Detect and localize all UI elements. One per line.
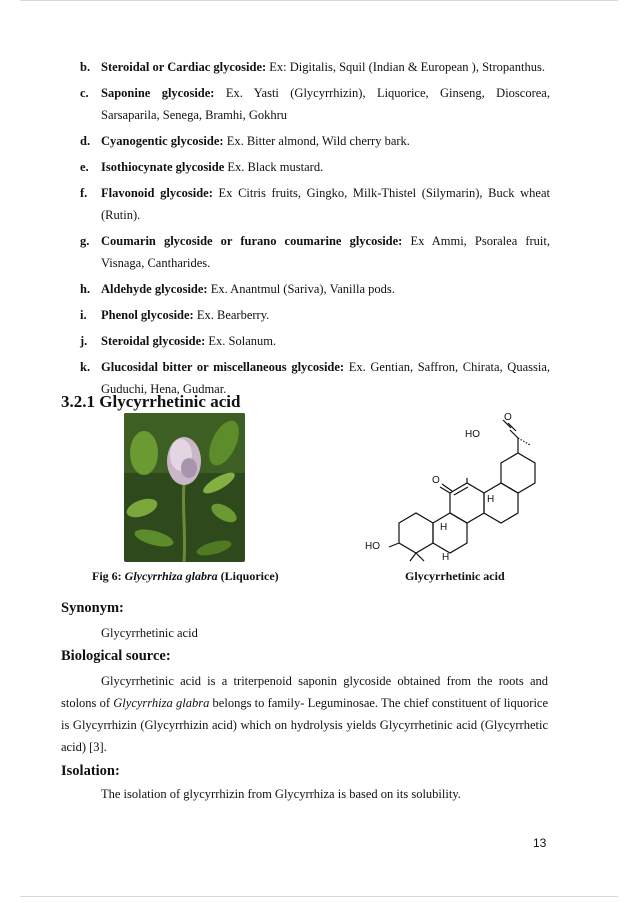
- biological-source-paragraph: Glycyrrhetinic acid is a triterpenoid saponin glycoside obtained from the roots and stolons of Glycyrrhiza glabra belongs to family- Leguminosae. The chief constituent of liquorice is Glycyrrhizin (Glycyrrhizin acid) which on hydrolysis yields Glycyrrhetinic acid (Glycyrrhetic acid) [3].: [61, 674, 549, 754]
- list-term: Flavonoid glycoside:: [101, 186, 213, 200]
- list-text: Ex. Yasti (Glycyrrhizin), Liquorice, Ginseng, Dioscorea, Sarsaparila, Senega, Bramhi, Gokhru: [101, 86, 550, 122]
- list-text: Ex. Bearberry.: [193, 308, 270, 322]
- list-text: Ex Ammi, Psoralea fruit, Visnaga, Cantharides.: [101, 234, 550, 270]
- list-text: Ex. Gentian, Saffron, Chirata, Quassia, Guduchi, Hena, Gudmar.: [101, 360, 550, 396]
- list-item: [80, 278, 550, 300]
- figure-caption: Fig 6: Glycyrrhiza glabra (Liquorice): [92, 569, 279, 583]
- list-term: Steroidal or Cardiac glycoside:: [101, 60, 267, 74]
- isolation-heading: Isolation:: [61, 763, 120, 779]
- list-item: [80, 330, 550, 352]
- list-term: Steroidal glycoside:: [101, 334, 206, 348]
- svg-text:O: O: [504, 412, 512, 423]
- svg-text:H: H: [440, 522, 448, 533]
- list-text: Ex. Anantmul (Sariva), Vanilla pods.: [207, 282, 395, 296]
- svg-text:O: O: [432, 475, 440, 486]
- list-term: Phenol glycoside:: [101, 308, 194, 322]
- atom-labels: [365, 412, 512, 563]
- page-top-rule: [20, 0, 618, 1]
- list-term: Saponine glycoside:: [101, 86, 215, 100]
- list-item: [80, 182, 550, 226]
- caption-species: Glycyrrhiza glabra: [124, 569, 218, 583]
- synonym-text: Glycyrrhetinic acid: [101, 626, 198, 640]
- glycoside-list: [80, 56, 550, 404]
- list-marker: e.: [80, 160, 89, 174]
- list-term: Cyanogentic glycoside:: [101, 134, 224, 148]
- list-marker: f.: [80, 186, 88, 200]
- isolation-text: The isolation of glycyrrhizin from Glycyrrhiza is based on its solubility.: [101, 787, 461, 801]
- list-marker: b.: [80, 60, 91, 74]
- svg-text:H: H: [442, 552, 450, 563]
- list-term: Coumarin glycoside or furano coumarine glycoside:: [101, 234, 403, 248]
- list-item: [80, 130, 550, 152]
- list-item: [80, 82, 550, 126]
- list-marker: j.: [80, 334, 88, 348]
- list-marker: i.: [80, 308, 87, 322]
- list-text: Ex. Black mustard.: [224, 160, 324, 174]
- liquorice-plant-photo: [124, 413, 245, 562]
- ring-bonds: [389, 420, 535, 561]
- svg-text:HO: HO: [365, 541, 380, 552]
- synonym-heading: Synonym:: [61, 600, 124, 616]
- list-term: Aldehyde glycoside:: [101, 282, 208, 296]
- list-marker: g.: [80, 234, 90, 248]
- svg-text:HO: HO: [465, 429, 480, 440]
- list-text: Ex Citris fruits, Gingko, Milk-Thistel (Silymarin), Buck wheat (Rutin).: [101, 186, 550, 222]
- page-bottom-rule: [20, 896, 618, 897]
- list-marker: d.: [80, 134, 91, 148]
- biological-source-heading: Biological source:: [61, 648, 171, 664]
- list-text: Ex: Digitalis, Squil (Indian & European ), Stropanthus.: [266, 60, 545, 74]
- list-text: Ex. Bitter almond, Wild cherry bark.: [223, 134, 410, 148]
- list-item: [80, 156, 550, 178]
- structure-caption: Glycyrrhetinic acid: [405, 569, 505, 583]
- list-text: Ex. Solanum.: [205, 334, 277, 348]
- species-name: Glycyrrhiza glabra: [113, 696, 210, 710]
- section-heading: 3.2.1 Glycyrrhetinic acid: [61, 392, 241, 411]
- list-marker: c.: [80, 86, 89, 100]
- page-number: 13: [533, 836, 547, 850]
- list-item: [80, 56, 550, 78]
- list-item: [80, 304, 550, 326]
- svg-text:H: H: [487, 494, 495, 505]
- glycyrrhetinic-acid-structure: [360, 410, 560, 568]
- list-marker: k.: [80, 360, 91, 374]
- list-term: Glucosidal bitter or miscellaneous glycoside:: [101, 360, 345, 374]
- list-term: Isothiocynate glycoside: [101, 160, 225, 174]
- list-item: [80, 230, 550, 274]
- list-marker: h.: [80, 282, 91, 296]
